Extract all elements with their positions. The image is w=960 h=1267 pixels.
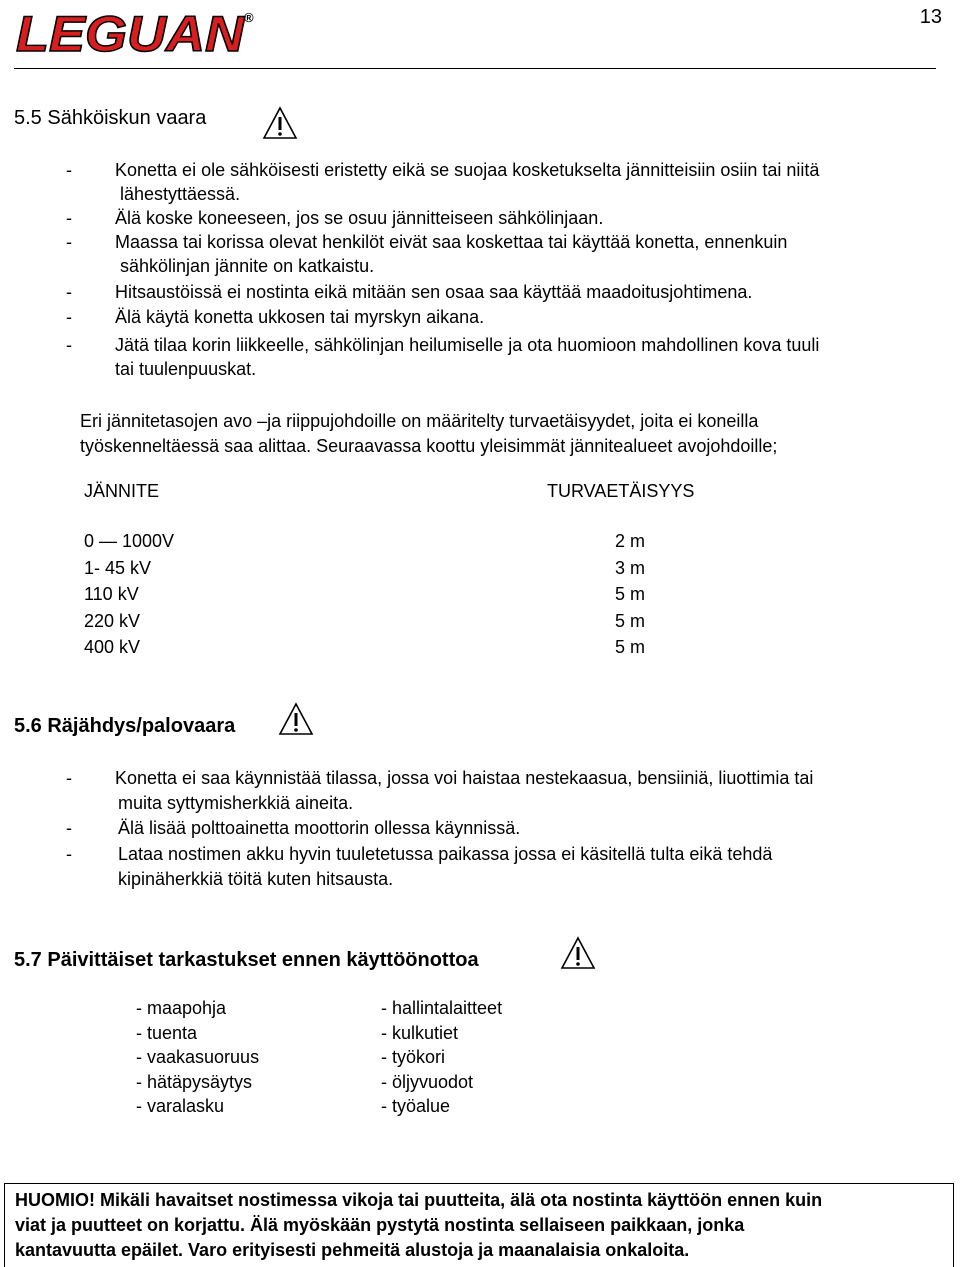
bullet-dash: - xyxy=(66,208,72,228)
list-item-text: Älä koske koneeseen, jos se osuu jännitteiseen sähkölinjaan. xyxy=(115,208,604,228)
list-item-text: Jätä tilaa korin liikkeelle, sähkölinjan heilumiselle ja ota huomioon mahdollinen kova tuuli xyxy=(115,335,820,355)
bullet-dash: - xyxy=(66,160,72,180)
table-cell-distance: 5 m xyxy=(615,584,646,604)
checklist-item: - varalasku xyxy=(136,1096,225,1116)
bullet-dash: - xyxy=(66,335,72,355)
logo-registered-mark: ® xyxy=(244,10,254,25)
section-5-7-heading: 5.7 Päivittäiset tarkastukset ennen käyttöönottoa xyxy=(14,949,479,971)
section-5-5-heading: 5.5 Sähköiskun vaara xyxy=(14,107,207,129)
list-item-text: Hitsaustöissä ei nostinta eikä mitään sen osaa saa käyttää maadoitusjohtimena. xyxy=(115,282,753,302)
table-header-distance: TURVAETÄISYYS xyxy=(547,481,695,501)
checklist-item: - maapohja xyxy=(136,998,227,1018)
checklist-item: - vaakasuoruus xyxy=(136,1047,260,1067)
bullet-dash: - xyxy=(66,768,72,788)
table-cell-voltage: 220 kV xyxy=(84,610,141,631)
checklist-item: - tuenta xyxy=(136,1022,198,1043)
checklist-item: - hätäpysäytys xyxy=(136,1071,253,1092)
list-item-text: Konetta ei ole sähköisesti eristetty eikä se suojaa kosketukselta jännitteisiin osiin tai niitä xyxy=(115,160,820,180)
checklist-item: - työkori xyxy=(381,1047,446,1067)
list-item-text: Älä käytä konetta ukkosen tai myrskyn aikana. xyxy=(115,307,485,327)
table-cell-voltage: 0 — 1000V xyxy=(84,531,175,551)
bullet-dash: - xyxy=(66,282,72,302)
table-cell-distance: 5 m xyxy=(615,637,646,657)
table-cell-distance: 2 m xyxy=(615,531,646,551)
table-cell-voltage: 400 kV xyxy=(84,637,141,657)
voltage-paragraph-line-2: työskenneltäessä saa alittaa. Seuraavassa koottu yleisimmät jännitealueet avojohdoille; xyxy=(80,436,778,456)
checklist-item: - kulkutiet xyxy=(381,1022,459,1043)
leguan-logo xyxy=(14,6,256,56)
list-item-text: Lataa nostimen akku hyvin tuuletetussa paikassa jossa ei käsitellä tulta eikä tehdä xyxy=(118,844,773,864)
list-item-text: muita syttymisherkkiä aineita. xyxy=(118,793,354,813)
table-cell-voltage: 1- 45 kV xyxy=(84,557,152,578)
bullet-dash: - xyxy=(66,844,72,864)
notice-line: kantavuutta epäilet. Varo erityisesti pehmeitä alustoja ja maanalaisia onkaloita. xyxy=(15,1240,690,1260)
checklist-item: - työalue xyxy=(381,1096,451,1116)
section-5-6-heading: 5.6 Räjähdys/palovaara xyxy=(14,715,236,737)
table-cell-distance: 3 m xyxy=(615,557,646,578)
list-item-text: lähestyttäessä. xyxy=(120,184,241,204)
bullet-dash: - xyxy=(66,232,72,252)
list-item-text: kipinäherkkiä töitä kuten hitsausta. xyxy=(118,869,394,889)
notice-line: viat ja puutteet on korjattu. Älä myöskään pystytä nostinta sellaiseen paikkaan, jonka xyxy=(15,1215,745,1235)
list-item-text: sähkölinjan jännite on katkaistu. xyxy=(120,256,375,276)
list-item-text: Älä lisää polttoainetta moottorin ollessa käynnissä. xyxy=(118,818,521,838)
checklist-item: - hallintalaitteet xyxy=(381,998,503,1018)
page-number: 13 xyxy=(919,6,942,28)
checklist-item: - öljyvuodot xyxy=(381,1071,474,1092)
warning-triangle-icon xyxy=(560,936,596,970)
table-header-voltage: JÄNNITE xyxy=(84,481,160,501)
notice-box xyxy=(4,1183,954,1267)
table-cell-distance: 5 m xyxy=(615,610,646,631)
list-item-text: Konetta ei saa käynnistää tilassa, jossa voi haistaa nestekaasua, bensiiniä, liuottimia tai xyxy=(115,768,814,788)
warning-triangle-icon xyxy=(278,702,314,736)
header-rule xyxy=(14,68,936,69)
list-item-text: tai tuulenpuuskat. xyxy=(115,359,257,379)
list-item-text: Maassa tai korissa olevat henkilöt eivät saa koskettaa tai käyttää konetta, ennenkuin xyxy=(115,232,788,252)
warning-triangle-icon xyxy=(262,106,298,140)
bullet-dash: - xyxy=(66,307,72,327)
notice-line: HUOMIO! Mikäli havaitset nostimessa vikoja tai puutteita, älä ota nostinta käyttöön ennen kuin xyxy=(15,1190,823,1210)
logo-text: LEGUAN xyxy=(16,6,245,56)
table-cell-voltage: 110 kV xyxy=(84,584,139,604)
voltage-paragraph-line-1: Eri jännitetasojen avo –ja riippujohdoille on määritelty turvaetäisyydet, joita ei koneilla xyxy=(80,411,759,431)
bullet-dash: - xyxy=(66,818,72,838)
